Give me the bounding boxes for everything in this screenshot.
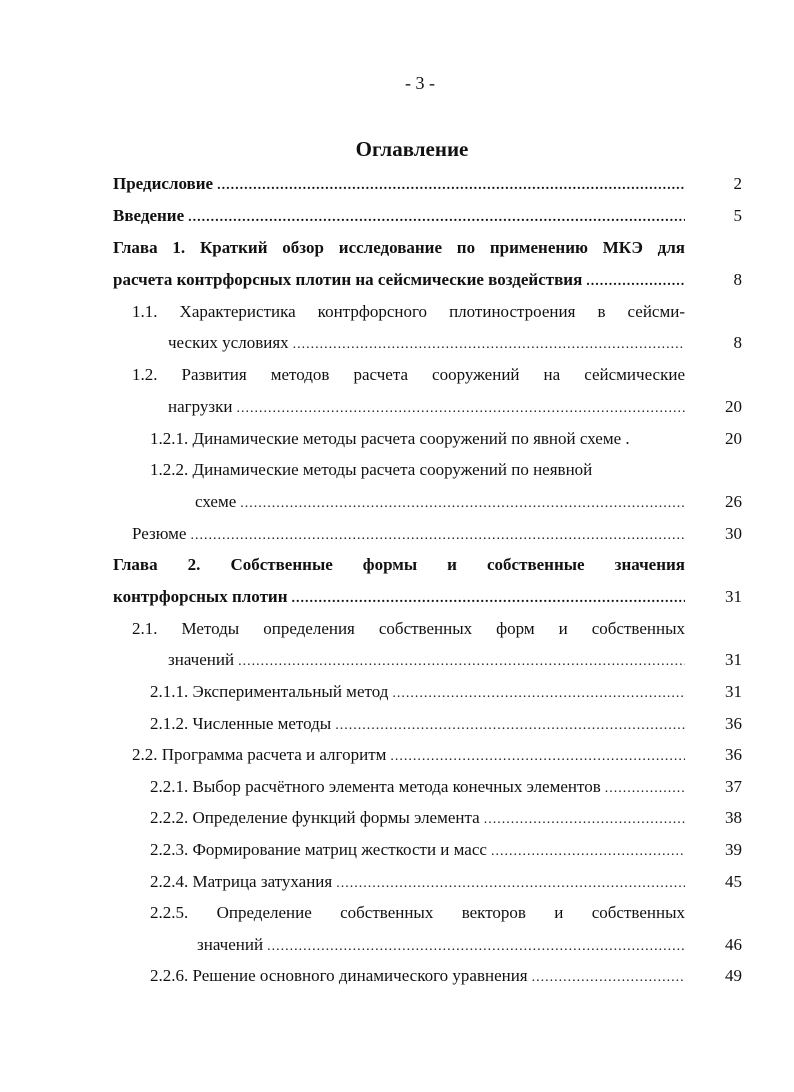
toc-page-number: 49	[725, 966, 742, 985]
toc-entry-intro[interactable]	[113, 204, 742, 228]
toc-entry-1-1-cont[interactable]	[168, 331, 742, 355]
dot-leader	[392, 682, 685, 706]
toc-page-number: 46	[725, 935, 742, 954]
dot-leader	[217, 174, 685, 198]
dot-leader	[293, 333, 685, 357]
toc-entry-2-2[interactable]	[132, 743, 742, 767]
page-title: Оглавление	[355, 137, 469, 161]
toc-entry-label-line2: значений	[168, 650, 235, 669]
dot-leader	[586, 270, 685, 294]
toc-entry-label-line2: расчета контрфорсных плотин на сейсмические воздействия	[113, 270, 583, 289]
toc-entry-label-line2: значений	[197, 935, 264, 954]
dot-leader	[292, 587, 685, 611]
toc-entry-chapter-1[interactable]	[113, 236, 742, 260]
page-number: - 3 -	[405, 73, 435, 93]
toc-entry-label: Предисловие	[113, 174, 214, 193]
toc-entry-2-2-5-cont[interactable]	[197, 933, 742, 957]
toc-entry-2-2-2[interactable]	[150, 806, 742, 830]
toc-page-number: 37	[725, 777, 742, 796]
toc-entry-label: 2.1.1. Экспериментальный метод	[150, 682, 389, 701]
toc-entry-1-2[interactable]	[132, 363, 742, 387]
toc-entry-label: 2.2. Программа расчета и алгоритм	[132, 745, 387, 764]
toc-entry-1-2-1[interactable]	[150, 427, 742, 451]
toc-entry-label: 2.2.6. Решение основного динамического уравнения	[150, 966, 528, 985]
toc-entry-label: Резюме	[132, 524, 187, 543]
toc-entry-2-2-6[interactable]	[150, 964, 742, 988]
toc-entry-label-line1: Глава 2. Собственные формы и собственные значения	[113, 555, 685, 574]
toc-page-number: 39	[725, 840, 742, 859]
toc-page-number: 45	[725, 872, 742, 891]
toc-entry-label-line1: Глава 1. Краткий обзор исследование по применению МКЭ для	[113, 238, 685, 257]
toc-entry-chapter-2[interactable]	[113, 553, 742, 577]
toc-entry-2-1-cont[interactable]	[168, 648, 742, 672]
toc-entry-resume[interactable]	[132, 522, 742, 546]
toc-entry-chapter-2-cont[interactable]	[113, 585, 742, 609]
toc-page-number: 36	[725, 745, 742, 764]
toc-page-number: 38	[725, 808, 742, 827]
toc-entry-label: 2.2.4. Матрица затухания	[150, 872, 333, 891]
toc-page-number: 30	[725, 524, 742, 543]
toc-entry-2-2-1[interactable]	[150, 775, 742, 799]
dot-leader	[267, 935, 685, 959]
toc-page-number: 5	[733, 206, 742, 225]
toc-entry-label-line1: 1.1. Характеристика контрфорсного плотиностроения в сейсми-	[132, 302, 685, 321]
dot-leader	[605, 777, 685, 801]
toc-entry-2-1[interactable]	[132, 617, 742, 641]
dot-leader	[236, 397, 685, 421]
toc-page-number: 31	[725, 587, 742, 606]
toc-entry-preface[interactable]	[113, 172, 742, 196]
toc-page-number: 36	[725, 714, 742, 733]
toc-entry-label: 2.2.1. Выбор расчётного элемента метода конечных элементов	[150, 777, 601, 796]
toc-entry-1-2-2[interactable]	[150, 458, 742, 482]
toc-entry-label-line2: нагрузки	[168, 397, 233, 416]
dot-leader	[532, 966, 685, 990]
dot-leader	[484, 808, 685, 832]
toc-entry-label-line1: 1.2. Развития методов расчета сооружений на сейсмические	[132, 365, 685, 384]
toc-entry-label: 2.2.2. Определение функций формы элемента	[150, 808, 480, 827]
toc-entry-label: 1.2.1. Динамические методы расчета сооружений по явной схеме .	[150, 429, 630, 448]
toc-page-number: 26	[725, 492, 742, 511]
dot-leader	[190, 524, 685, 548]
toc-page-number: 20	[725, 429, 742, 448]
toc-entry-2-2-5[interactable]	[150, 901, 742, 925]
dot-leader	[491, 840, 685, 864]
toc-entry-2-2-4[interactable]	[150, 870, 742, 894]
toc-page-number: 2	[733, 174, 742, 193]
toc-entry-label-line2: схеме	[195, 492, 237, 511]
toc-entry-label-line1: 2.1. Методы определения собственных форм и собственных	[132, 619, 685, 638]
toc-page-number: 31	[725, 682, 742, 701]
toc-entry-2-1-2[interactable]	[150, 712, 742, 736]
toc-entry-2-1-1[interactable]	[150, 680, 742, 704]
toc-entry-1-1[interactable]	[132, 300, 742, 324]
dot-leader	[238, 650, 685, 674]
toc-entry-chapter-1-cont[interactable]	[113, 268, 742, 292]
dot-leader	[240, 492, 685, 516]
toc-entry-label-line2: ческих условиях	[168, 333, 289, 352]
toc-page-number: 8	[733, 333, 742, 352]
toc-page-number: 8	[733, 270, 742, 289]
dot-leader	[336, 872, 685, 896]
toc-entry-label-line2: контрфорсных плотин	[113, 587, 288, 606]
dot-leader	[188, 206, 685, 230]
toc-entry-label-line1: 1.2.2. Динамические методы расчета сооружений по неявной	[150, 460, 593, 479]
dot-leader	[335, 714, 685, 738]
toc-entry-label: 2.1.2. Численные методы	[150, 714, 332, 733]
toc-entry-label-line1: 2.2.5. Определение собственных векторов и собственных	[150, 903, 685, 922]
toc-entry-label: 2.2.3. Формирование матриц жесткости и масс	[150, 840, 487, 859]
toc-entry-1-2-cont[interactable]	[168, 395, 742, 419]
toc-entry-1-2-2-cont[interactable]	[195, 490, 742, 514]
toc-entry-label: Введение	[113, 206, 185, 225]
toc-entry-2-2-3[interactable]	[150, 838, 742, 862]
toc-page-number: 20	[725, 397, 742, 416]
toc-page-number: 31	[725, 650, 742, 669]
dot-leader	[390, 745, 685, 769]
